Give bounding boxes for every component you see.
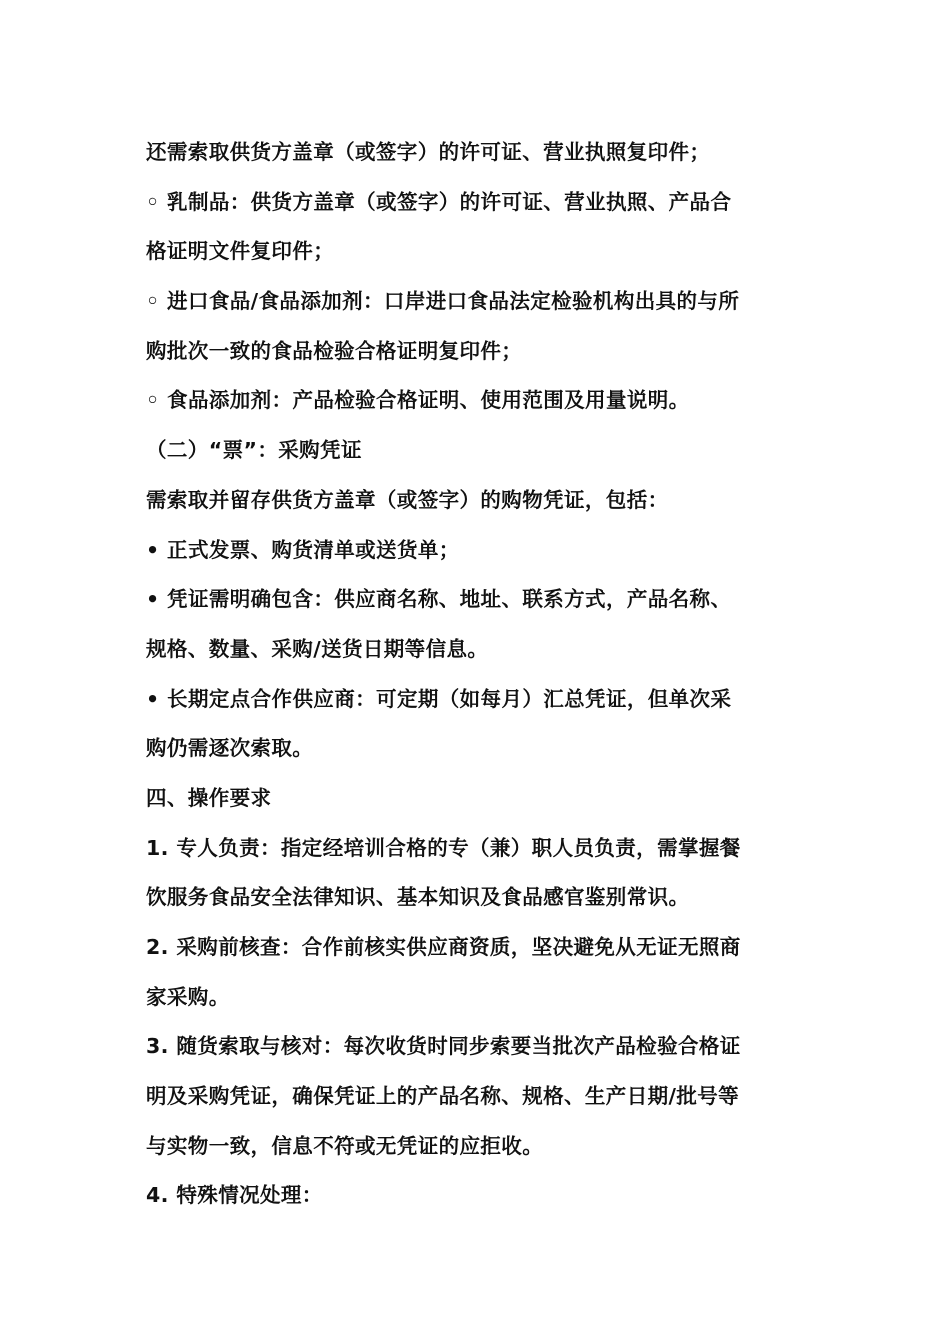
bullet-long-term-line-2: 购仍需逐次索取。 — [146, 736, 314, 761]
bullet-invoice-contents-line-2: 规格、数量、采购/送货日期等信息。 — [146, 636, 489, 661]
text-line-invoice-intro: 需索取并留存供货方盖章（或签字）的购物凭证，包括： — [146, 487, 669, 512]
bullet-additives-line: ◦ 食品添加剂：产品检验合格证明、使用范围及用量说明。 — [146, 388, 690, 413]
text-line-1: 还需索取供货方盖章（或签字）的许可证、营业执照复印件； — [146, 140, 711, 164]
bullet-long-term-line-1: • 长期定点合作供应商：可定期（如每月）汇总凭证，但单次采 — [146, 686, 732, 711]
bullet-dairy-line-1: ◦ 乳制品：供货方盖章（或签字）的许可证、营业执照、产品合 — [146, 189, 732, 214]
section-heading-invoice: （二）“票”：采购凭证 — [146, 438, 362, 463]
bullet-invoice-contents-line-1: • 凭证需明确包含：供应商名称、地址、联系方式，产品名称、 — [146, 587, 732, 612]
item-4-line-1: 4. 特殊情况处理： — [146, 1183, 323, 1208]
item-2-line-1: 2. 采购前核查：合作前核实供应商资质，坚决避免从无证无照商 — [146, 935, 741, 959]
bullet-invoice-types: • 正式发票、购货清单或送货单； — [146, 537, 460, 562]
item-1-line-1: 1. 专人负责：指定经培训合格的专（兼）职人员负责，需掌握餐 — [146, 835, 741, 860]
item-3-line-2: 明及采购凭证，确保凭证上的产品名称、规格、生产日期/批号等 — [146, 1084, 740, 1109]
item-1-line-2: 饮服务食品安全法律知识、基本知识及食品感官鉴别常识。 — [146, 885, 690, 910]
item-3-line-1: 3. 随货索取与核对：每次收货时同步索要当批次产品检验合格证 — [146, 1034, 741, 1059]
bullet-imported-line-1: ◦ 进口食品/食品添加剂：口岸进口食品法定检验机构出具的与所 — [146, 289, 740, 314]
document-body — [146, 133, 814, 1226]
bullet-dairy-line-2: 格证明文件复印件； — [146, 239, 335, 264]
section-heading-operations: 四、操作要求 — [146, 785, 272, 810]
item-2-line-2: 家采购。 — [146, 984, 230, 1009]
item-3-line-3: 与实物一致，信息不符或无凭证的应拒收。 — [146, 1133, 544, 1158]
bullet-imported-line-2: 购批次一致的食品检验合格证明复印件； — [146, 338, 523, 363]
